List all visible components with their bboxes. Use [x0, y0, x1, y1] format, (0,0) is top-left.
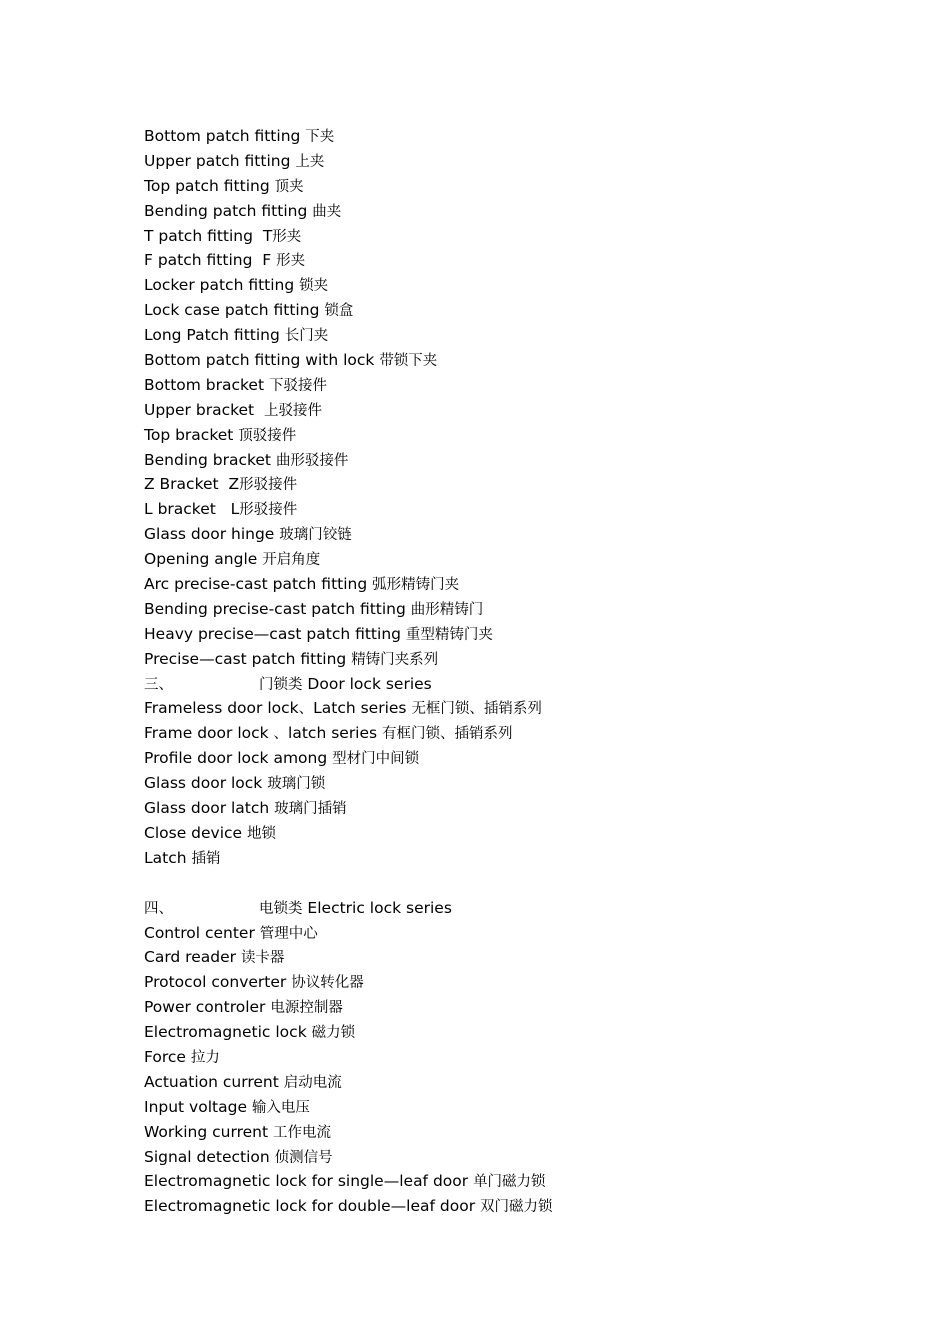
door-lock-list: [144, 696, 904, 870]
list-item: Actuation current 启动电流: [144, 1072, 342, 1091]
list-item: Glass door lock 玻璃门锁: [144, 774, 326, 793]
list-item: Arc precise-cast patch fitting 弧形精铸门夹: [144, 575, 460, 594]
list-item: Close device 地锁: [144, 823, 276, 842]
list-item: L bracket L形驳接件: [144, 500, 298, 519]
list-item: Profile door lock among 型材门中间锁: [144, 749, 420, 768]
patch-fitting-list: [144, 124, 904, 672]
electric-lock-section-heading: 四、 电锁类 Electric lock series: [144, 898, 452, 917]
list-item: Control center 管理中心: [144, 923, 318, 942]
list-item: Glass door hinge 玻璃门铰链: [144, 525, 352, 544]
blank-line: [144, 871, 904, 896]
list-item: Frame door lock 、latch series 有框门锁、插销系列: [144, 724, 513, 743]
list-item: Power controler 电源控制器: [144, 998, 343, 1017]
electric-lock-list: [144, 921, 904, 1220]
list-item: Heavy precise—cast patch fitting 重型精铸门夹: [144, 624, 493, 643]
list-item: Bottom patch fitting 下夹: [144, 127, 335, 145]
list-item: Bending patch fitting 曲夹: [144, 201, 342, 220]
list-item: F patch fitting F 形夹: [144, 251, 306, 270]
list-item: Electromagnetic lock for single—leaf door 单门磁力锁: [144, 1172, 546, 1191]
list-item: Precise—cast patch fitting 精铸门夹系列: [144, 649, 439, 668]
list-item: Locker patch fitting 锁夹: [144, 276, 329, 295]
list-item: Bending bracket 曲形驳接件: [144, 450, 349, 469]
list-item: Opening angle 开启角度: [144, 550, 321, 569]
list-item: Frameless door lock、Latch series 无框门锁、插销系列: [144, 699, 542, 718]
list-item: Bottom patch fitting with lock 带锁下夹: [144, 351, 438, 370]
list-item: T patch fitting T形夹: [144, 226, 302, 245]
list-item: Card reader 读卡器: [144, 948, 285, 967]
list-item: Electromagnetic lock for double—leaf door 双门磁力锁: [144, 1197, 553, 1216]
list-item: Upper bracket 上驳接件: [144, 400, 322, 419]
list-item: Electromagnetic lock 磁力锁: [144, 1023, 356, 1042]
list-item: Glass door latch 玻璃门插销: [144, 799, 347, 818]
list-item: Force 拉力: [144, 1047, 220, 1066]
list-item: Bottom bracket 下驳接件: [144, 375, 327, 394]
list-item: Z Bracket Z形驳接件: [144, 475, 298, 494]
door-lock-section-heading: 三、 门锁类 Door lock series: [144, 674, 432, 693]
list-item: Working current 工作电流: [144, 1122, 331, 1141]
document-page: [144, 124, 904, 1219]
list-item: Signal detection 侦测信号: [144, 1147, 333, 1166]
list-item: Bending precise-cast patch fitting 曲形精铸门: [144, 599, 484, 618]
list-item: Input voltage 输入电压: [144, 1097, 310, 1116]
list-item: Upper patch fitting 上夹: [144, 151, 325, 170]
list-item: Latch 插销: [144, 848, 221, 867]
list-item: Long Patch fitting 长门夹: [144, 326, 329, 345]
list-item: Lock case patch fitting 锁盒: [144, 301, 354, 320]
list-item: Protocol converter 协议转化器: [144, 973, 364, 992]
list-item: Top patch fitting 顶夹: [144, 176, 304, 195]
list-item: Top bracket 顶驳接件: [144, 425, 297, 444]
